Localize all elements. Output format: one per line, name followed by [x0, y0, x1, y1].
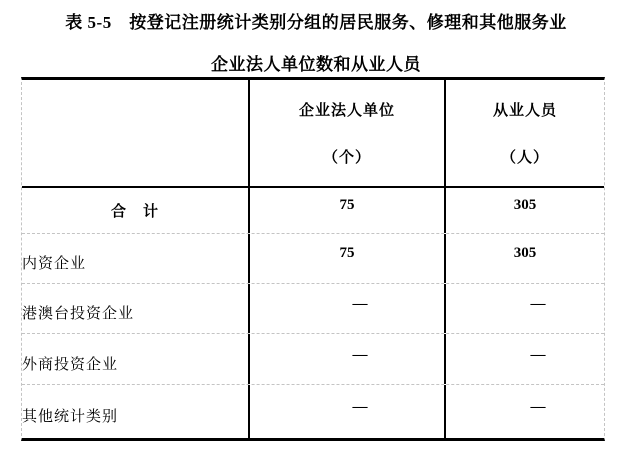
table-row-domestic-enterprises — [22, 233, 604, 283]
stub-header-cell — [22, 80, 248, 186]
table-row-total — [22, 188, 604, 233]
cell-employees-value: 305 — [444, 234, 604, 283]
row-label: 内资企业 — [22, 256, 87, 272]
column-header-employees-title: 从业人员 — [492, 103, 557, 119]
cell-legal-units-value: 75 — [248, 188, 444, 233]
column-header-legal-units-title: 企业法人单位 — [298, 103, 395, 119]
column-header-legal-units-unit: （个） — [322, 150, 371, 166]
column-header-legal-units — [248, 80, 444, 186]
table-row-other-statistical-categories — [22, 384, 604, 438]
cell-employees-value: — — [444, 334, 604, 384]
cell-legal-units-value: — — [248, 284, 444, 333]
column-header-employees-unit: （人） — [500, 150, 549, 166]
cell-employees-value: — — [444, 385, 604, 438]
table-header-row — [22, 80, 604, 188]
table-number-title: 表 5-5 按登记注册统计类别分组的居民服务、修理和其他服务业 — [65, 13, 567, 32]
cell-legal-units-value: — — [248, 385, 444, 438]
cell-legal-units-value: — — [248, 334, 444, 384]
statistics-table — [21, 77, 605, 441]
table-row-foreign-invested-enterprises — [22, 333, 604, 384]
cell-legal-units-value: 75 — [248, 234, 444, 283]
cell-employees-value: — — [444, 284, 604, 333]
column-header-employees — [444, 80, 604, 186]
cell-employees-value: 305 — [444, 188, 604, 233]
table-row-hk-macao-taiwan-enterprises — [22, 283, 604, 333]
row-label: 港澳台投资企业 — [22, 306, 135, 322]
row-label: 合 计 — [110, 204, 159, 220]
row-label: 其他统计类别 — [22, 409, 119, 425]
table-subtitle: 企业法人单位数和从业人员 — [211, 55, 421, 74]
row-label: 外商投资企业 — [22, 356, 119, 373]
